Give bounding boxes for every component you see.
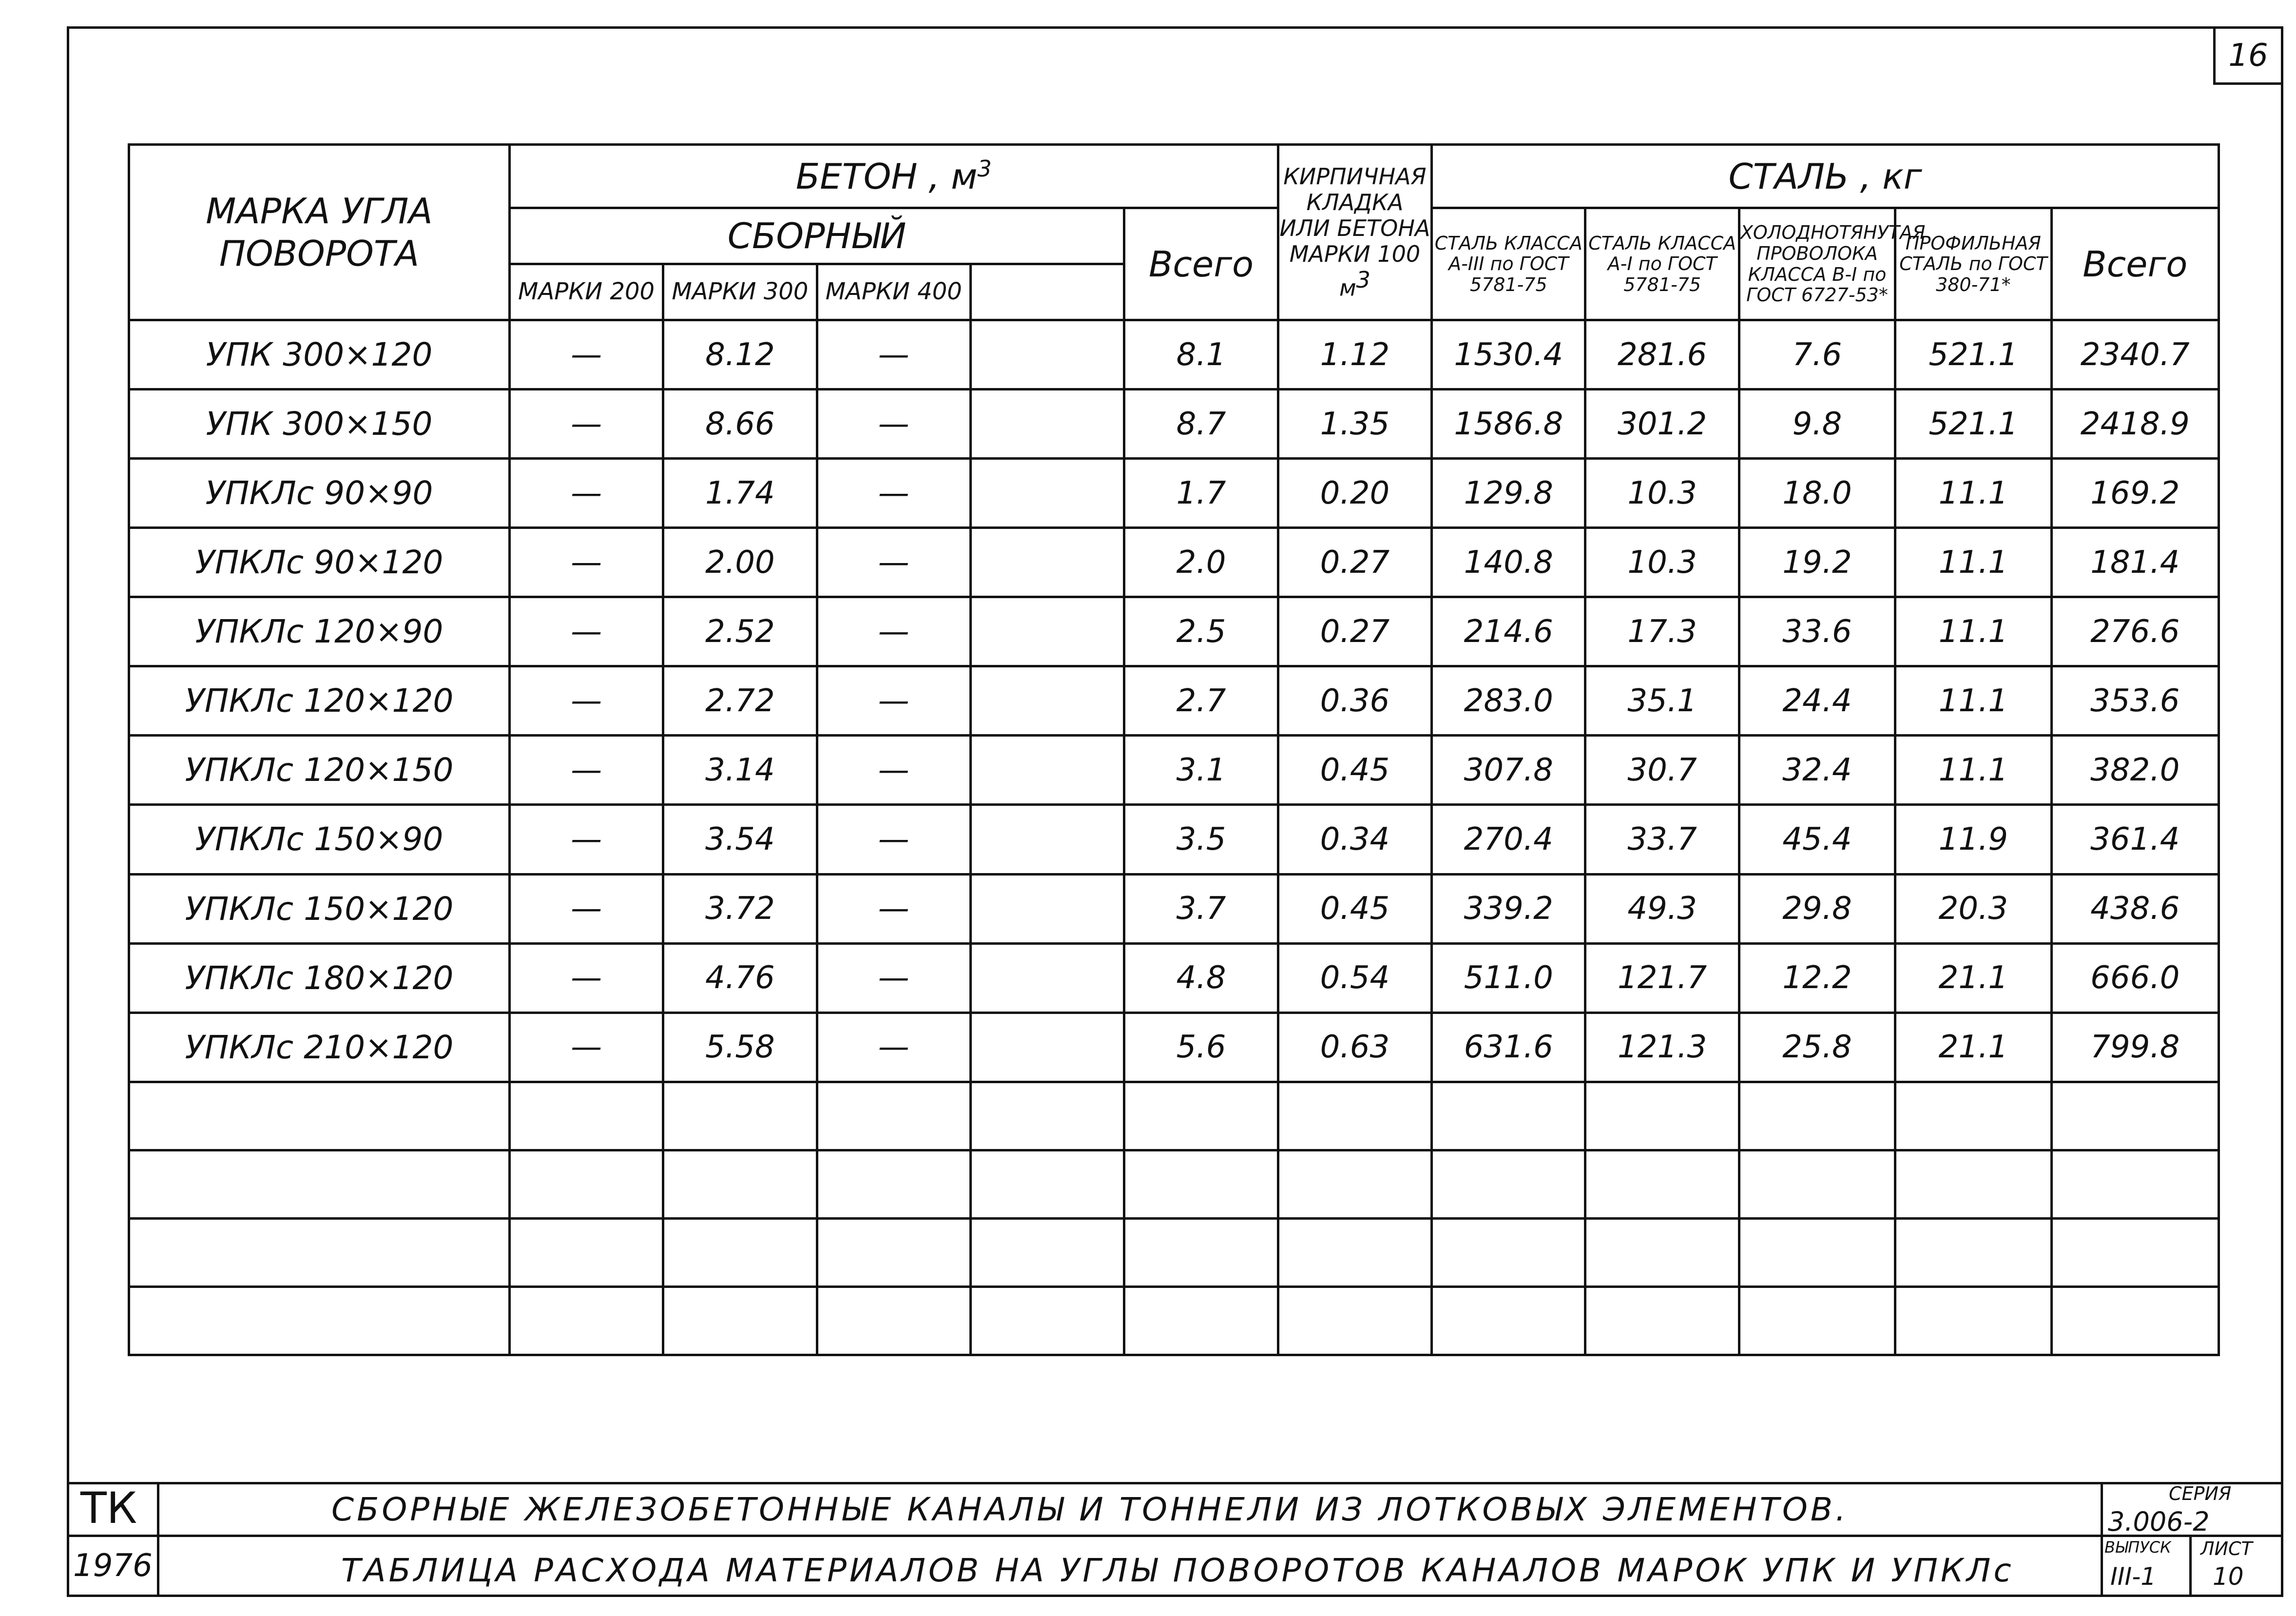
cell-m200: — [509, 459, 663, 528]
header-stal-vsego: Всего [2051, 208, 2219, 320]
header-marki-200: МАРКИ 200 [509, 264, 663, 320]
cell-name: УПКЛс 210×120 [129, 1012, 510, 1082]
cell-kirp: 0.27 [1278, 528, 1431, 597]
cell-vsego: 2.7 [1124, 666, 1278, 736]
cell-a1: 301.2 [1585, 389, 1739, 459]
cell-extra [970, 320, 1124, 389]
cell-m300: 3.72 [663, 874, 817, 943]
cell-extra [970, 874, 1124, 943]
cell-m300: 2.52 [663, 597, 817, 666]
cell-m300: 3.14 [663, 736, 817, 805]
cell-a3: 270.4 [1432, 805, 1585, 874]
cell-a3: 214.6 [1432, 597, 1585, 666]
cell-m200: — [509, 736, 663, 805]
cell-m200: — [509, 389, 663, 459]
title-block-right-divider [2101, 1482, 2103, 1597]
cell-total: 169.2 [2051, 459, 2219, 528]
cell-m200: — [509, 874, 663, 943]
cell-m300: 2.72 [663, 666, 817, 736]
cell-m300: 2.00 [663, 528, 817, 597]
cell-m200: — [509, 597, 663, 666]
header-kirpich-sup: 3 [1356, 266, 1370, 293]
empty-row [129, 1082, 2219, 1150]
cell-prof: 21.1 [1895, 1012, 2051, 1082]
cell-extra [970, 389, 1124, 459]
header-profil: ПРОФИЛЬНАЯ СТАЛЬ по ГОСТ 380-71* [1895, 208, 2051, 320]
cell-kirp: 0.27 [1278, 597, 1431, 666]
cell-m400: — [817, 874, 970, 943]
cell-vi: 33.6 [1739, 597, 1895, 666]
cell-m200: — [509, 1012, 663, 1082]
cell-extra [970, 943, 1124, 1012]
cell-vsego: 8.1 [1124, 320, 1278, 389]
cell-m300: 8.66 [663, 389, 817, 459]
cell-prof: 11.1 [1895, 736, 2051, 805]
header-stal-a1: СТАЛЬ КЛАССА А-I по ГОСТ 5781-75 [1585, 208, 1739, 320]
table-row [129, 666, 2219, 736]
cell-name: УПКЛс 150×120 [129, 874, 510, 943]
cell-a3: 140.8 [1432, 528, 1585, 597]
cell-prof: 21.1 [1895, 943, 2051, 1012]
cell-m400: — [817, 666, 970, 736]
header-empty-sub [970, 264, 1124, 320]
cell-extra [970, 459, 1124, 528]
cell-m400: — [817, 736, 970, 805]
header-provoloka: ХОЛОДНОТЯНУТАЯ ПРОВОЛОКА КЛАССА В-I по ГОСТ 6727-53* [1739, 208, 1895, 320]
title-line-2: ТАБЛИЦА РАСХОДА МАТЕРИАЛОВ НА УГЛЫ ПОВОРОТОВ КАНАЛОВ МАРОК УПК И УПКЛс [341, 1552, 2014, 1589]
empty-row [129, 1150, 2219, 1218]
cell-extra [970, 805, 1124, 874]
cell-kirp: 0.63 [1278, 1012, 1431, 1082]
cell-m300: 4.76 [663, 943, 817, 1012]
seria-label: СЕРИЯ [2169, 1483, 2232, 1504]
cell-kirp: 1.35 [1278, 389, 1431, 459]
cell-prof: 20.3 [1895, 874, 2051, 943]
header-stal-a3: СТАЛЬ КЛАССА А-III по ГОСТ 5781-75 [1432, 208, 1585, 320]
cell-vi: 18.0 [1739, 459, 1895, 528]
header-beton [509, 145, 1278, 208]
cell-m300: 8.12 [663, 320, 817, 389]
header-marki-300: МАРКИ 300 [663, 264, 817, 320]
cell-a1: 281.6 [1585, 320, 1739, 389]
cell-m200: — [509, 943, 663, 1012]
title-block-sheet-divider [2189, 1535, 2192, 1597]
cell-a3: 631.6 [1432, 1012, 1585, 1082]
cell-name: УПКЛс 120×90 [129, 597, 510, 666]
cell-vsego: 4.8 [1124, 943, 1278, 1012]
cell-kirp: 1.12 [1278, 320, 1431, 389]
cell-a1: 33.7 [1585, 805, 1739, 874]
cell-a3: 129.8 [1432, 459, 1585, 528]
header-sbornyi: СБОРНЫЙ [509, 208, 1124, 264]
cell-a1: 10.3 [1585, 528, 1739, 597]
cell-vi: 32.4 [1739, 736, 1895, 805]
table-row [129, 320, 2219, 389]
cell-prof: 11.1 [1895, 666, 2051, 736]
header-kirpich-text: КИРПИЧНАЯ КЛАДКА ИЛИ БЕТОНА МАРКИ 100 м [1279, 163, 1430, 301]
cell-kirp: 0.20 [1278, 459, 1431, 528]
cell-m400: — [817, 597, 970, 666]
header-beton-sup: 3 [977, 156, 992, 182]
vypusk-value: III-1 [2110, 1562, 2157, 1591]
cell-kirp: 0.54 [1278, 943, 1431, 1012]
cell-vsego: 3.5 [1124, 805, 1278, 874]
materials-table [128, 143, 2220, 1356]
cell-a3: 307.8 [1432, 736, 1585, 805]
cell-total: 353.6 [2051, 666, 2219, 736]
table-row [129, 736, 2219, 805]
cell-a3: 511.0 [1432, 943, 1585, 1012]
cell-name: УПКЛс 90×90 [129, 459, 510, 528]
title-block-left-divider [157, 1482, 159, 1597]
cell-kirp: 0.36 [1278, 666, 1431, 736]
table-row [129, 1012, 2219, 1082]
cell-vi: 25.8 [1739, 1012, 1895, 1082]
table-row [129, 943, 2219, 1012]
cell-kirp: 0.34 [1278, 805, 1431, 874]
tk-label: ТК [80, 1483, 137, 1533]
cell-m300: 3.54 [663, 805, 817, 874]
cell-total: 2340.7 [2051, 320, 2219, 389]
cell-m400: — [817, 459, 970, 528]
cell-m200: — [509, 666, 663, 736]
table-row [129, 874, 2219, 943]
cell-total: 382.0 [2051, 736, 2219, 805]
header-marki-400: МАРКИ 400 [817, 264, 970, 320]
vypusk-label: ВЫПУСК [2104, 1538, 2171, 1557]
cell-vi: 7.6 [1739, 320, 1895, 389]
cell-kirp: 0.45 [1278, 736, 1431, 805]
header-stal: СТАЛЬ , кг [1432, 145, 2219, 208]
cell-m400: — [817, 320, 970, 389]
cell-kirp: 0.45 [1278, 874, 1431, 943]
cell-m400: — [817, 1012, 970, 1082]
cell-m400: — [817, 805, 970, 874]
header-beton-text: БЕТОН , м [795, 156, 978, 197]
cell-vsego: 5.6 [1124, 1012, 1278, 1082]
cell-vi: 29.8 [1739, 874, 1895, 943]
header-kirpich [1278, 145, 1431, 320]
cell-total: 438.6 [2051, 874, 2219, 943]
cell-a3: 1530.4 [1432, 320, 1585, 389]
header-marka: МАРКА УГЛА ПОВОРОТА [129, 145, 510, 320]
table-row [129, 389, 2219, 459]
cell-a1: 17.3 [1585, 597, 1739, 666]
cell-vi: 24.4 [1739, 666, 1895, 736]
cell-name: УПКЛс 180×120 [129, 943, 510, 1012]
cell-vsego: 2.5 [1124, 597, 1278, 666]
cell-total: 361.4 [2051, 805, 2219, 874]
cell-a3: 283.0 [1432, 666, 1585, 736]
cell-vsego: 8.7 [1124, 389, 1278, 459]
cell-extra [970, 597, 1124, 666]
cell-extra [970, 666, 1124, 736]
page-number: 16 [2213, 26, 2283, 85]
cell-total: 666.0 [2051, 943, 2219, 1012]
cell-m400: — [817, 389, 970, 459]
cell-name: УПКЛс 120×150 [129, 736, 510, 805]
cell-prof: 521.1 [1895, 389, 2051, 459]
cell-a1: 35.1 [1585, 666, 1739, 736]
cell-extra [970, 736, 1124, 805]
cell-extra [970, 1012, 1124, 1082]
cell-prof: 11.1 [1895, 528, 2051, 597]
cell-m300: 5.58 [663, 1012, 817, 1082]
table-row [129, 528, 2219, 597]
cell-a1: 10.3 [1585, 459, 1739, 528]
cell-a3: 339.2 [1432, 874, 1585, 943]
cell-prof: 521.1 [1895, 320, 2051, 389]
cell-name: УПК 300×150 [129, 389, 510, 459]
table-row [129, 597, 2219, 666]
list-value: 10 [2213, 1562, 2244, 1591]
empty-row [129, 1286, 2219, 1355]
title-block-mid-border [67, 1535, 2283, 1537]
empty-row [129, 1218, 2219, 1286]
cell-total: 799.8 [2051, 1012, 2219, 1082]
cell-a1: 121.3 [1585, 1012, 1739, 1082]
cell-m400: — [817, 943, 970, 1012]
cell-prof: 11.1 [1895, 459, 2051, 528]
cell-vi: 9.8 [1739, 389, 1895, 459]
table-row [129, 459, 2219, 528]
cell-total: 181.4 [2051, 528, 2219, 597]
cell-a3: 1586.8 [1432, 389, 1585, 459]
table-row [129, 805, 2219, 874]
cell-vsego: 3.1 [1124, 736, 1278, 805]
cell-vsego: 1.7 [1124, 459, 1278, 528]
list-label: ЛИСТ [2200, 1538, 2253, 1559]
cell-vi: 19.2 [1739, 528, 1895, 597]
cell-m200: — [509, 320, 663, 389]
cell-name: УПКЛс 120×120 [129, 666, 510, 736]
cell-name: УПКЛс 150×90 [129, 805, 510, 874]
cell-m200: — [509, 805, 663, 874]
cell-extra [970, 528, 1124, 597]
cell-a1: 49.3 [1585, 874, 1739, 943]
cell-a1: 121.7 [1585, 943, 1739, 1012]
cell-name: УПК 300×120 [129, 320, 510, 389]
cell-vsego: 2.0 [1124, 528, 1278, 597]
cell-total: 2418.9 [2051, 389, 2219, 459]
cell-m400: — [817, 528, 970, 597]
cell-m300: 1.74 [663, 459, 817, 528]
cell-total: 276.6 [2051, 597, 2219, 666]
header-beton-vsego: Всего [1124, 208, 1278, 320]
seria-value: 3.006-2 [2108, 1506, 2210, 1537]
cell-vsego: 3.7 [1124, 874, 1278, 943]
cell-vi: 45.4 [1739, 805, 1895, 874]
title-line-1: СБОРНЫЕ ЖЕЛЕЗОБЕТОННЫЕ КАНАЛЫ И ТОННЕЛИ ИЗ ЛОТКОВЫХ ЭЛЕМЕНТОВ. [331, 1491, 1849, 1528]
cell-prof: 11.1 [1895, 597, 2051, 666]
cell-a1: 30.7 [1585, 736, 1739, 805]
cell-vi: 12.2 [1739, 943, 1895, 1012]
cell-prof: 11.9 [1895, 805, 2051, 874]
year-label: 1976 [73, 1548, 153, 1584]
cell-name: УПКЛс 90×120 [129, 528, 510, 597]
cell-m200: — [509, 528, 663, 597]
title-block-top-border [67, 1482, 2283, 1484]
